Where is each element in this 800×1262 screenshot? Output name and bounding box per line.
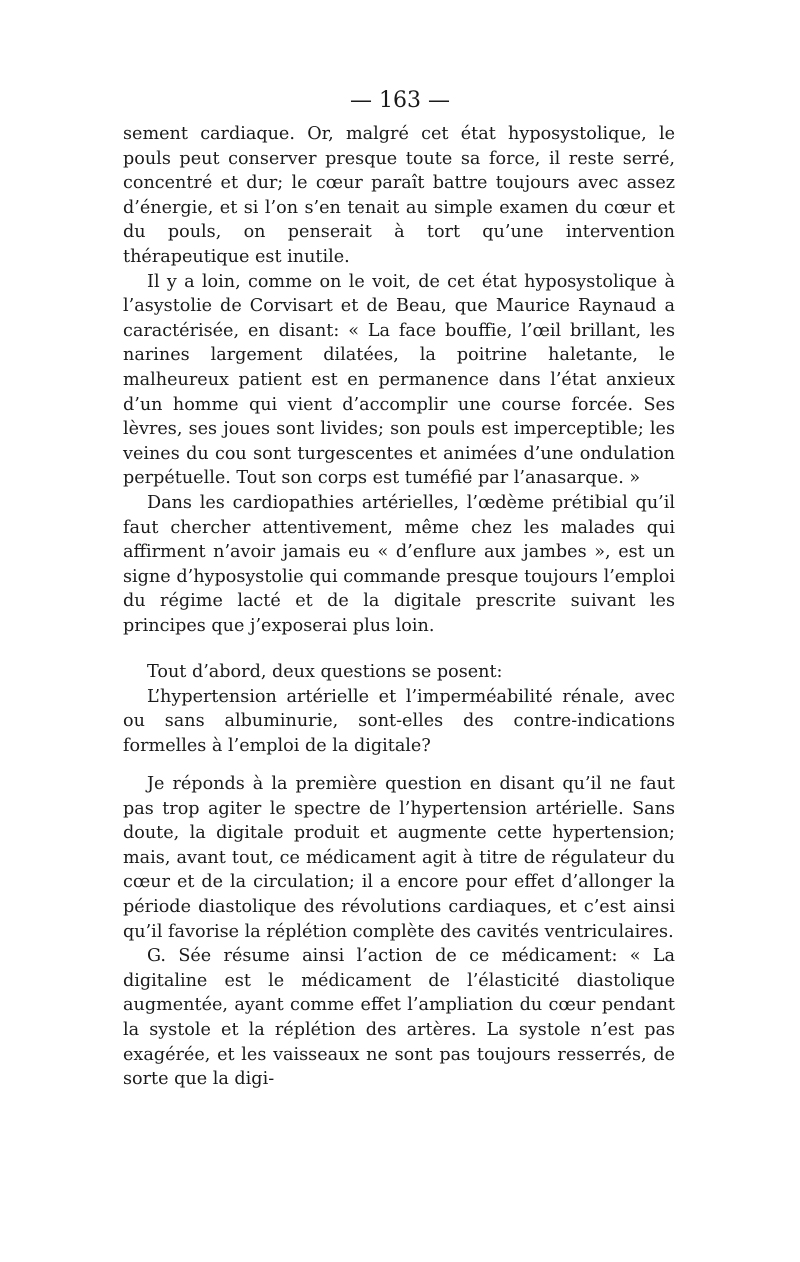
paragraph: Tout d’abord, deux questions se posent: <box>147 662 503 682</box>
text-block-answer <box>123 772 675 1092</box>
paragraph: Il y a loin, comme on le voit, de cet état hyposystolique à l’asystolie de Corvisart et de Beau, que Maurice Raynaud a caractérisée, en disant: « La face bouffie, l’œil brillant, les narines largement dilatées, la poitrine haletante, le malheureux patient est en permanence dans l’état anxieux d’un homme qui vient d’accomplir une course forcée. Ses lèvres, ses joues sont livides; son pouls est imperceptible; les veines du cou sont turgescentes et animées d’une ondulation perpétuelle. Tout son corps est tuméfié par l’anasarque. » <box>123 271 675 489</box>
paragraph: L’hypertension artérielle et l’imperméabilité rénale, avec ou sans albuminurie, sont-elles des contre-indications formelles à l’emploi de la digitale? <box>123 686 675 756</box>
text-block-questions <box>123 660 675 758</box>
paragraph: Dans les cardiopathies artérielles, l’œdème prétibial qu’il faut chercher attentivement, même chez les malades qui affirment n’avoir jamais eu « d’enflure aux jambes », est un signe d’hyposystolie qui commande presque toujours l’emploi du régime lacté et de la digitale prescrite suivant les principes que j’exposerai plus loin. <box>123 492 675 636</box>
paragraph: sement cardiaque. Or, malgré cet état hyposystolique, le pouls peut conserver presque toute sa force, il reste serré, concentré et dur; le cœur paraît battre toujours avec assez d’énergie, et si l’on s’en tenait au simple examen du cœur et du pouls, on penserait à tort qu’une intervention thérapeutique est inutile. <box>123 124 675 267</box>
paragraph: Je réponds à la première question en disant qu’il ne faut pas trop agiter le spectre de l’hypertension artérielle. Sans doute, la digitale produit et augmente cette hypertension; mais, avant tout, ce médicament agit à titre de régulateur du cœur et de la circulation; il a encore pour effet d’allonger la période diastolique des révolutions cardiaques, et c’est ainsi qu’il favorise la réplétion complète des cavités ventriculaires. <box>123 774 675 942</box>
text-block-top <box>123 122 675 638</box>
paragraph: G. Sée résume ainsi l’action de ce médicament: « La digitaline est le médicament de l’élasticité diastolique augmentée, ayant comme effet l’ampliation du cœur pendant la systole et la réplétion des artères. La systole n’est pas exagérée, et les vaisseaux ne sont pas toujours resserrés, de sorte que la digi- <box>123 946 675 1090</box>
page-number: — 163 — <box>350 88 450 113</box>
